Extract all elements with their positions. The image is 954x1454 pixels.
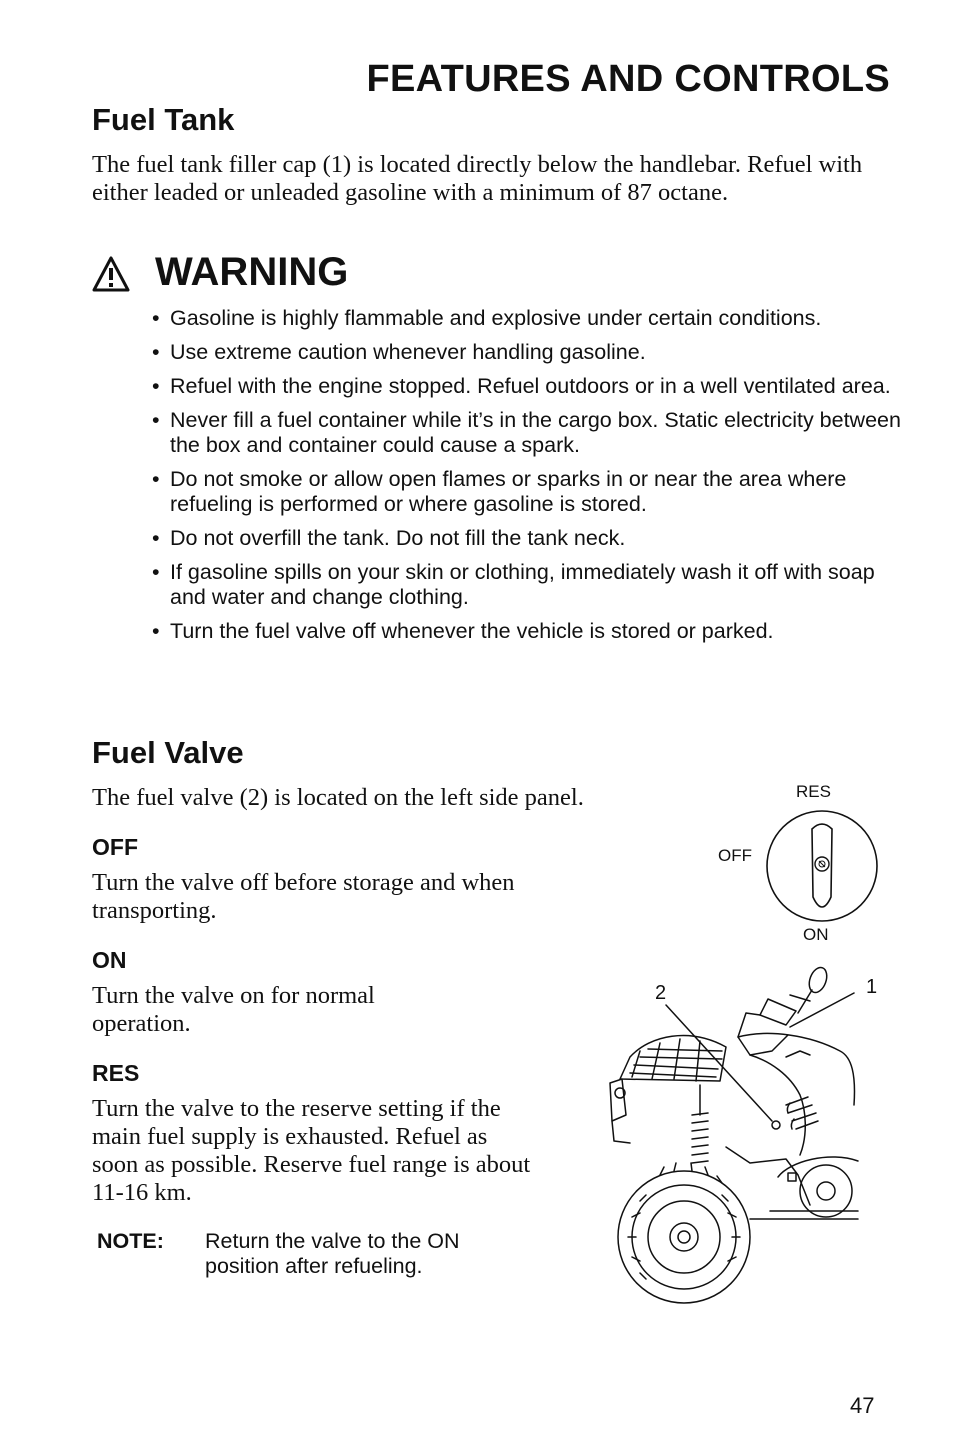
note-text: Return the valve to the ON position after refueling. [205, 1229, 460, 1278]
res-heading: RES [92, 1060, 140, 1086]
dial-label-on: ON [803, 925, 829, 944]
warning-item: • Never fill a fuel container while it’s in the cargo box. Static electricity between the box and container could cause a spark. [152, 408, 901, 457]
warning-list [152, 306, 912, 653]
note-label: NOTE: [97, 1229, 164, 1253]
warning-item: • If gasoline spills on your skin or clothing, immediately wash it off with soap and water and change clothing. [152, 560, 875, 609]
warning-item: • Do not overfill the tank. Do not fill the tank neck. [152, 526, 626, 550]
fuel-valve-heading: Fuel Valve [92, 735, 244, 770]
warning-item: • Refuel with the engine stopped. Refuel outdoors or in a well ventilated area. [152, 374, 891, 398]
page-number: 47 [850, 1393, 875, 1418]
callout-2-fuel-valve: 2 [655, 982, 667, 1004]
warning-title: WARNING [155, 250, 349, 294]
fuel-tank-paragraph: The fuel tank filler cap (1) is located directly below the handlebar. Refuel with either leaded or unleaded gasoline with a minimum of 87 octane. [92, 151, 863, 206]
off-heading: OFF [92, 834, 138, 860]
off-paragraph: Turn the valve off before storage and when transporting. [92, 869, 515, 924]
res-paragraph: Turn the valve to the reserve setting if the main fuel supply is exhausted. Refuel as soon as possible. Reserve fuel range is about 11-16 km. [92, 1095, 531, 1206]
fuel-tank-heading: Fuel Tank [92, 102, 235, 137]
warning-triangle-icon [92, 256, 130, 292]
dial-label-off: OFF [718, 846, 752, 865]
warning-item: • Do not smoke or allow open flames or sparks in or near the area where refueling is performed or where gasoline is stored. [152, 467, 847, 516]
warning-item: • Turn the fuel valve off whenever the vehicle is stored or parked. [152, 619, 774, 643]
on-heading: ON [92, 947, 127, 973]
dial-label-res: RES [796, 782, 831, 801]
atv-illustration [600, 965, 860, 1310]
warning-item: • Use extreme caution whenever handling gasoline. [152, 340, 646, 364]
warning-item: • Gasoline is highly flammable and explosive under certain conditions. [152, 306, 822, 330]
on-paragraph: Turn the valve on for normal operation. [92, 982, 375, 1037]
fuel-valve-paragraph: The fuel valve (2) is located on the left side panel. [92, 784, 584, 811]
page-title: FEATURES AND CONTROLS [366, 58, 890, 100]
callout-1-filler-cap: 1 [866, 976, 878, 998]
fuel-valve-dial-illustration [760, 805, 884, 927]
